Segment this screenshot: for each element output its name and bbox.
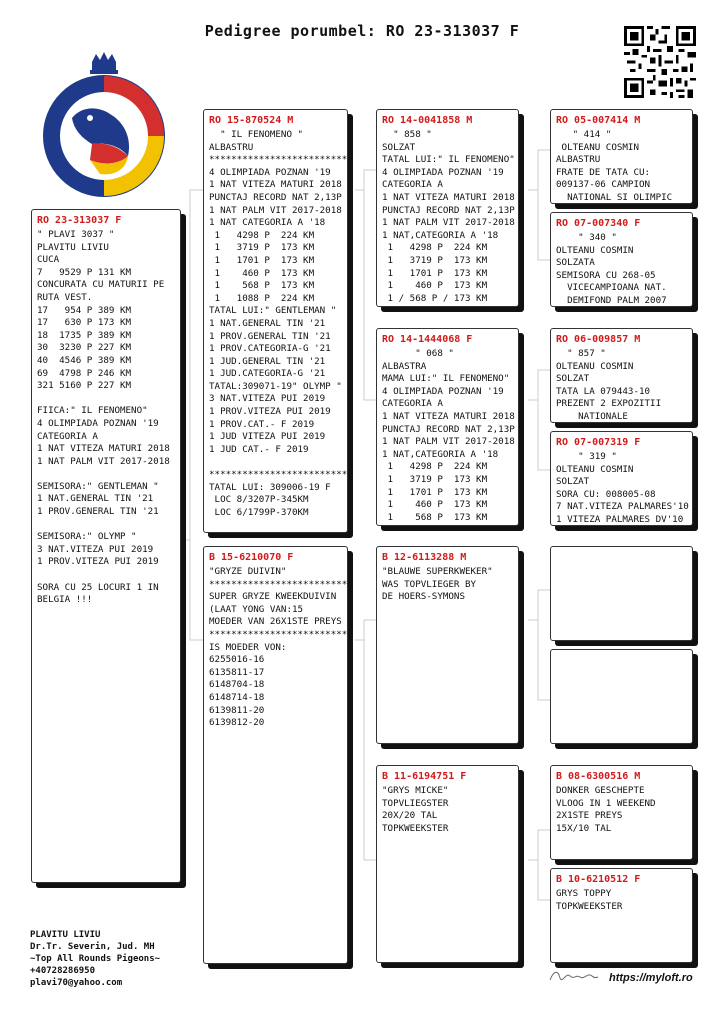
dam-sire-ring: B 12-6113288 M — [382, 552, 467, 563]
dss-card-empty — [550, 546, 693, 641]
ssd-ring: RO 07-007340 F — [556, 218, 641, 229]
dam-sire-details: "BLAUWE SUPERKWEKER" WAS TOPVLIEGER BY DE HOERS-SYMONS — [382, 566, 493, 603]
dam-card — [203, 546, 348, 964]
dam-dam-ring: B 11-6194751 F — [382, 771, 467, 782]
dsd-card-empty — [550, 649, 693, 744]
dds-details: DONKER GESCHEPTE VLOOG IN 1 WEEKEND 2X1STE PREYS 15X/10 TAL — [556, 785, 656, 834]
breeder-contact: PLAVITU LIVIU Dr.Tr. Severin, Jud. MH ~Top All Rounds Pigeons~ +40728286950 plavi70@yahoo.com — [30, 930, 161, 988]
sdd-details: " 319 " OLTEANU COSMIN SOLZAT SORA CU: 008005-08 7 NAT.VITEZA PALMARES'10 1 VITEZA PALMARES DV'10 — [556, 451, 689, 525]
sire-sire-details: " 858 " SOLZAT TATAL LUI:" IL FENOMENO" 4 OLIMPIADA POZNAN '19 CATEGORIA A 1 NAT VITEZA MATURI 2018 PUNCTAJ RECORD NAT 2,13P 1 NAT PALM VIT 2017-2018 1 NAT,CATEGORIA A '18 1 4298 P 224 KM 1 3719 P 173 KM 1 1701 P 173 KM 1 460 P 173 KM 1 / 568 P / 173 KM — [382, 129, 515, 304]
sss-details: " 414 " OLTEANU COSMIN ALBASTRU FRATE DE TATA CU: 009137-06 CAMPION NATIONAL SI OLIMPIC — [556, 129, 673, 203]
sire-details: " IL FENOMENO " ALBASTRU ************************* 4 OLIMPIADA POZNAN '19 1 NAT VITEZA MATURI 2018 PUNCTAJ RECORD NAT 2,13P 1 NAT PALM VIT 2017-2018 1 NAT CATEGORIA A '18 1 4298 P 224 KM 1 3719 P 173 KM 1 1701 P 173 KM 1 460 P 173 KM 1 568 P 173 KM 1 1088 P 224 KM TATAL LUI:" GENTLEMAN " 1 NAT.GENERAL TIN '21 1 PROV.GENERAL TIN '21 1 PROV.CATEGORIA-G '21 1 JUD.GENERAL TIN '21 1 JUD.CATEGORIA-G '21 TATAL:309071-19" OLYMP " 3 NAT.VITEZA PUI 2019 1 PROV.VITEZA PUI 2019 1 PROV.CAT.- F 2019 1 JUD VITEZA PUI 2019 1 JUD CAT.- F 2019 ************************* TATAL LUI: 309006-19 F LOC 8/3207P-345KM LOC 6/1799P-370KM — [209, 129, 348, 518]
dam-dam-details: "GRYS MICKE" TOPVLIEGSTER 20X/20 TAL TOPKWEEKSTER — [382, 785, 449, 834]
dds-ring: B 08-6300516 M — [556, 771, 641, 782]
dam-dam-card — [376, 765, 519, 963]
main-bird-details: " PLAVI 3037 " PLAVITU LIVIU CUCA 7 9529 P 131 KM CONCURATA CU MATURII PE RUTA VEST. 17 954 P 389 KM 17 630 P 173 KM 18 1735 P 389 KM 30 3230 P 227 KM 40 4546 P 389 KM 69 4798 P 246 KM 321 5160 P 227 KM FIICA:" IL FENOMENO" 4 OLIMPIADA POZNAN '19 CATEGORIA A 1 NAT VITEZA MATURI 2018 1 NAT PALM VIT 2017-2018 SEMISORA:" GENTLEMAN " 1 NAT.GENERAL TIN '21 1 PROV.GENERAL TIN '21 SEMISORA:" OLYMP " 3 NAT.VITEZA PUI 2019 1 PROV.VITEZA PUI 2019 SORA CU 25 LOCURI 1 IN BELGIA !!! — [37, 229, 170, 606]
dam-details: "GRYZE DUIVIN" ************************* SUPER GRYZE KWEEKDUIVIN (LAAT YONG VAN:15 MOEDER VAN 26X1STE PREYS ************************* IS MOEDER VON: 6255016-16 6135811-17 6148704-18 6148714-18 6139811-20 6139812-20 — [209, 566, 348, 729]
sss-card — [550, 109, 693, 204]
signature-icon — [548, 966, 600, 986]
sdd-card — [550, 431, 693, 526]
sds-ring: RO 06-009857 M — [556, 334, 641, 345]
sire-dam-details: " 068 " ALBASTRA MAMA LUI:" IL FENOMENO" 4 OLIMPIADA POZNAN '19 CATEGORIA A 1 NAT VITEZA MATURI 2018 PUNCTAJ RECORD NAT 2,13P 1 NAT PALM VIT 2017-2018 1 NAT,CATEGORIA A '18 1 4298 P 224 KM 1 3719 P 173 KM 1 1701 P 173 KM 1 460 P 173 KM 1 568 P 173 KM — [382, 348, 515, 523]
main-bird-ring: RO 23-313037 F — [37, 215, 122, 226]
dam-sire-card — [376, 546, 519, 744]
ddd-card — [550, 868, 693, 963]
sds-details: " 857 " OLTEANU COSMIN SOLZAT TATA LA 079443-10 PREZENT 2 EXPOZITII NATIONALE — [556, 348, 662, 422]
ssd-details: " 340 " OLTEANU COSMIN SOLZATA SEMISORA CU 268-05 VICECAMPIOANA NAT. DEMIFOND PALM 2007 — [556, 232, 667, 306]
ddd-ring: B 10-6210512 F — [556, 874, 641, 885]
sdd-ring: RO 07-007319 F — [556, 437, 641, 448]
ssd-card — [550, 212, 693, 307]
page-title: Pedigree porumbel: RO 23-313037 F — [204, 22, 520, 40]
sss-ring: RO 05-007414 M — [556, 115, 641, 126]
main-bird-card — [31, 209, 181, 883]
sire-ring: RO 15-870524 M — [209, 115, 294, 126]
ddd-details: GRYS TOPPY TOPKWEEKSTER — [556, 888, 623, 912]
sds-card — [550, 328, 693, 423]
sire-dam-card — [376, 328, 519, 526]
dds-card — [550, 765, 693, 860]
sire-card — [203, 109, 348, 533]
sire-sire-card — [376, 109, 519, 307]
sire-dam-ring: RO 14-1444068 F — [382, 334, 473, 345]
website-link[interactable]: https://myloft.ro — [609, 972, 693, 984]
dam-ring: B 15-6210070 F — [209, 552, 294, 563]
sire-sire-ring: RO 14-0041858 M — [382, 115, 473, 126]
